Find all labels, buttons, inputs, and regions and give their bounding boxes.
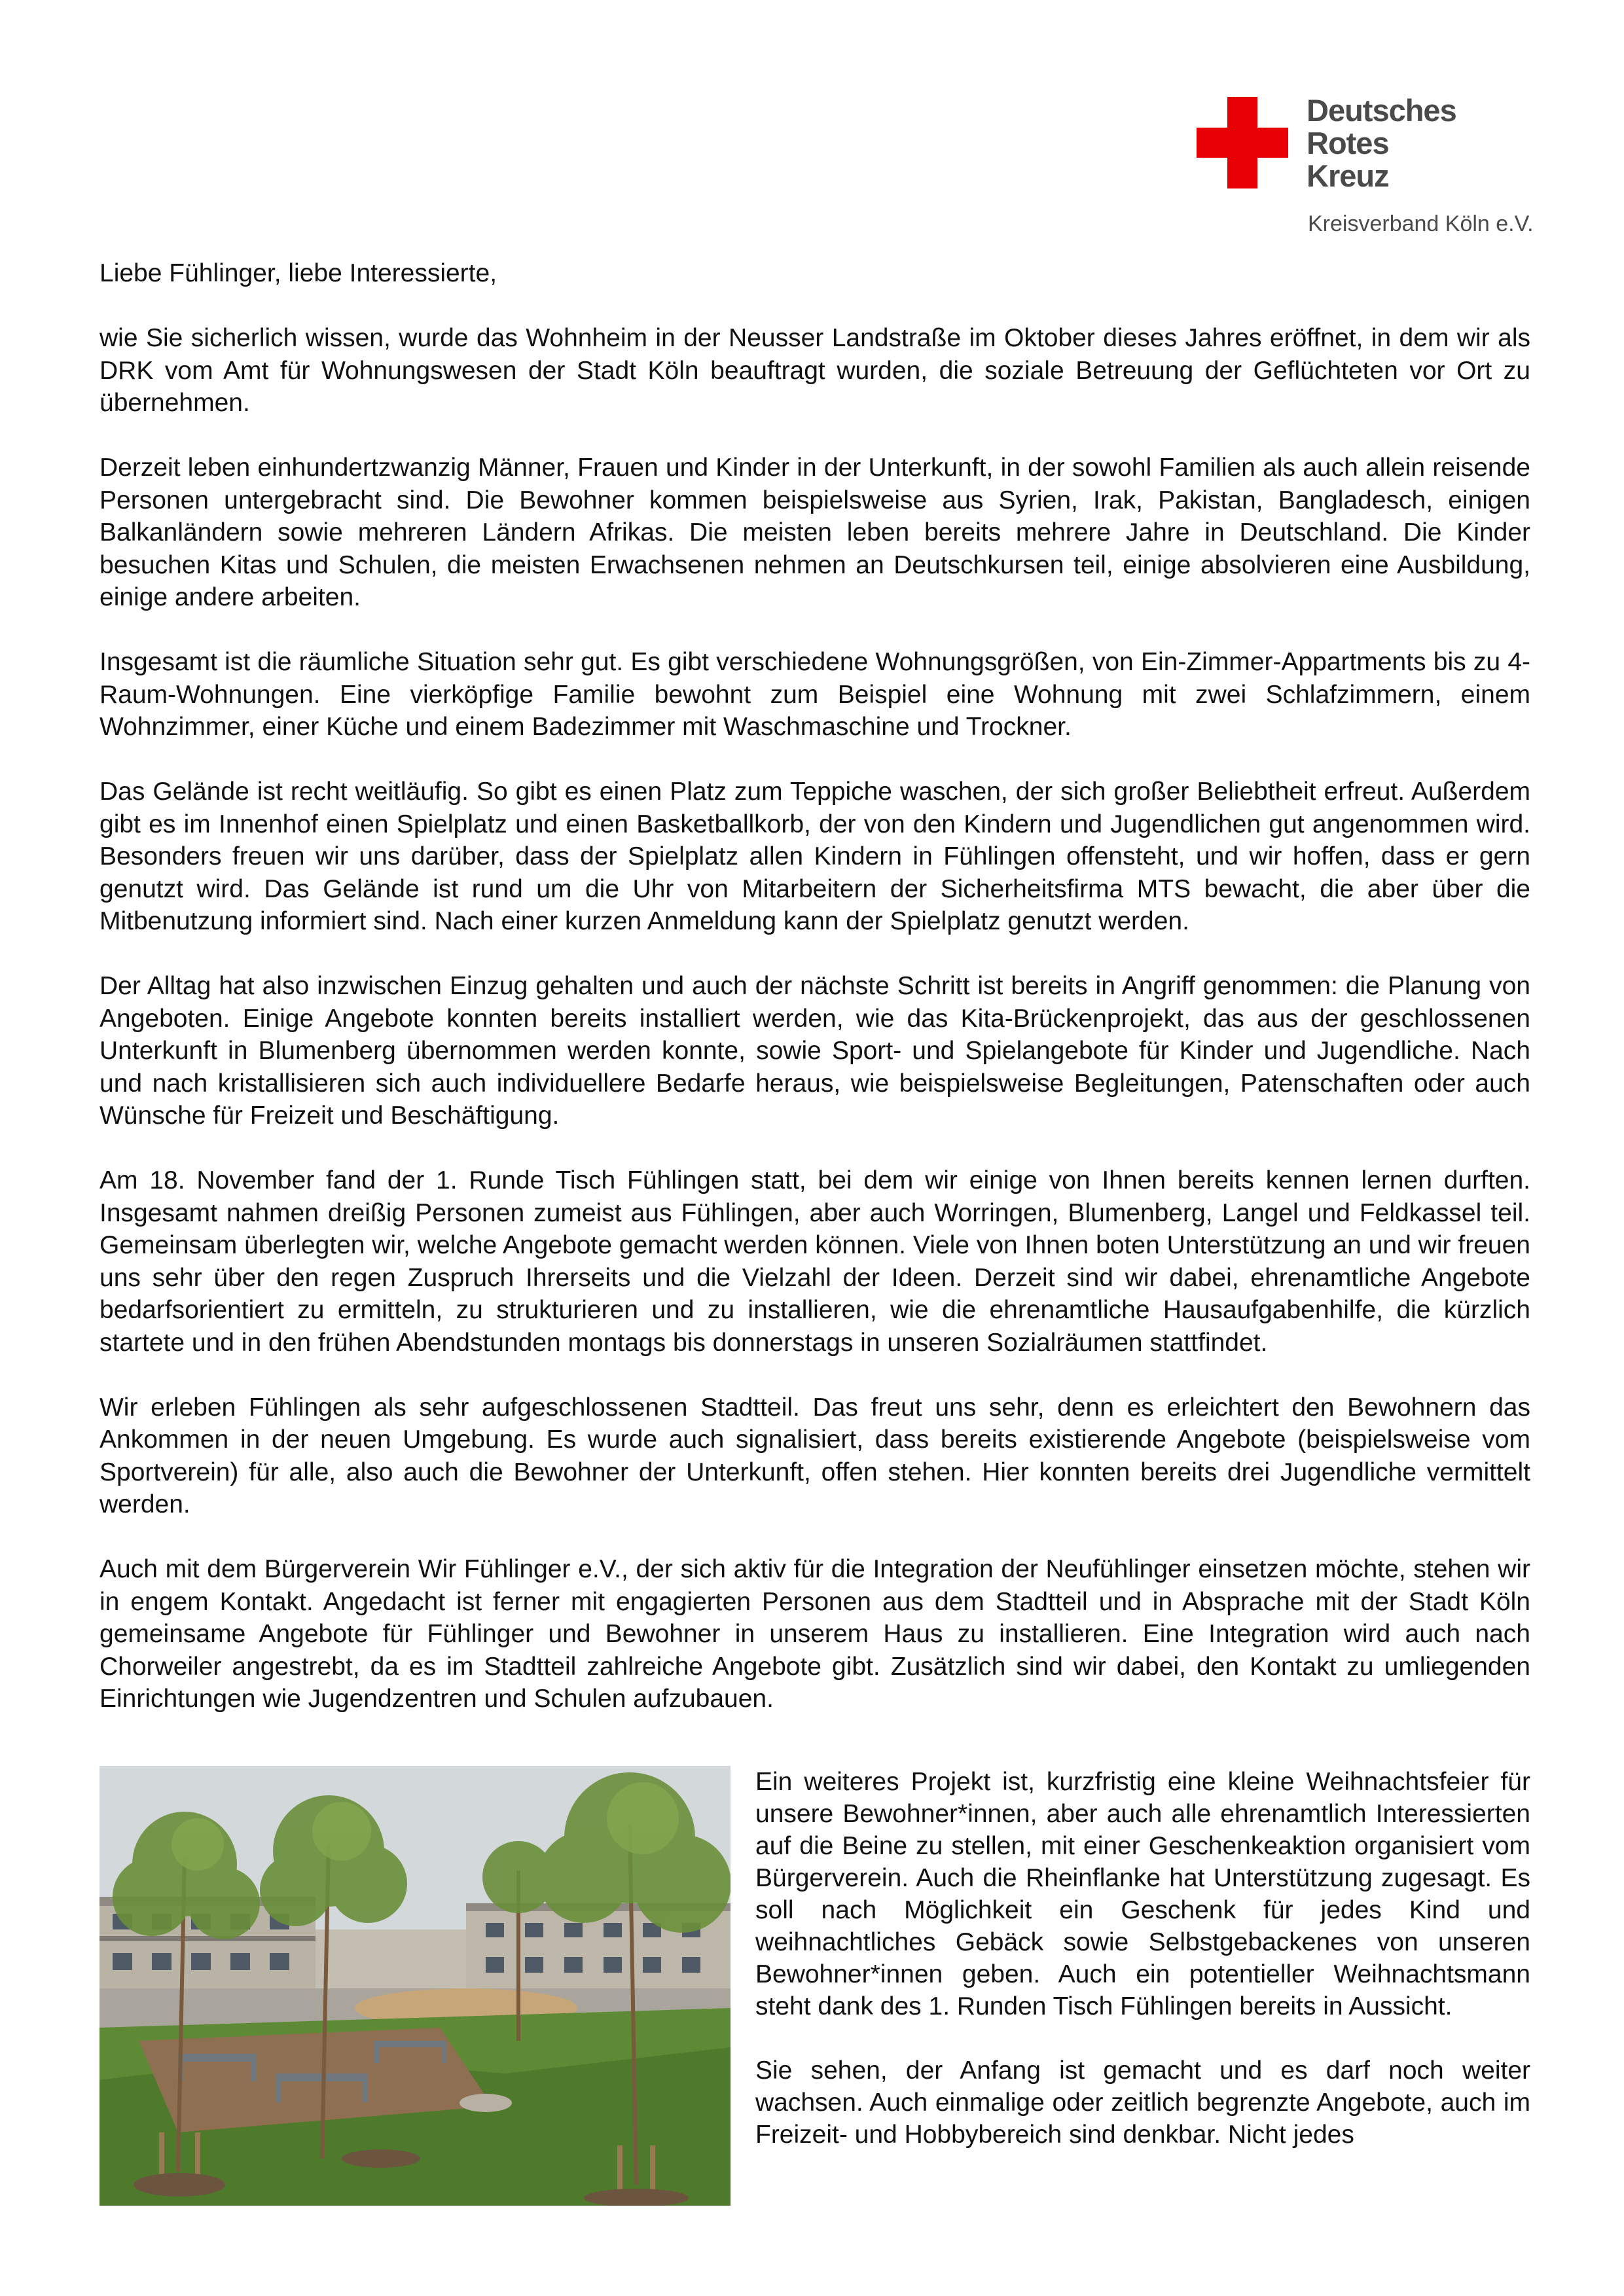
paragraph: Insgesamt ist die räumliche Situation sehr gut. Es gibt verschiedene Wohnungsgrößen, von Ein-Zimmer-Appartments bis zu 4-Raum-Wohnungen. Eine vierköpfige Familie bewohnt zum Beispiel eine Wohnung mit zwei Schlafzimmern, einem Wohnzimmer, einer Küche und einem Badezimmer mit Waschmaschine und Trockner.: [99, 648, 1530, 741]
drk-logo: [1197, 93, 1550, 241]
paragraph: Derzeit leben einhundertzwanzig Männer, Frauen und Kinder in der Unterkunft, in der sowohl Familien als auch allein reisende Personen untergebracht sind. Die Bewohner kommen beispielsweise aus Syrien, Irak, Pakistan, Bangladesch, einigen Balkanländern sowie mehreren Ländern Afrikas. Die meisten leben bereits mehrere Jahre in Deutschland. Die Kinder besuchen Kitas und Schulen, die meisten Erwachsenen nehmen an Deutschkursen teil, einige absolvieren eine Ausbildung, einige andere arbeiten.: [99, 454, 1530, 611]
logo-line-2: Rotes: [1307, 126, 1389, 160]
paragraph: Auch mit dem Bürgerverein Wir Fühlinger e.V., der sich aktiv für die Integration der Neufühlinger einsetzen möchte, stehen wir in engem Kontakt. Angedacht ist ferner mit engagierten Personen aus dem Stadtteil und in Absprache mit der Stadt Köln gemeinsame Angebote für Fühlinger und Bewohner in unserem Haus zu installieren. Eine Integration wird auch nach Chorweiler angestrebt, da es im Stadtteil zahlreiche Angebote gibt. Zusätzlich sind wir dabei, den Kontakt zu umliegenden Einrichtungen wie Jugendzentren und Schulen aufzubauen.: [99, 1555, 1530, 1713]
paragraph: Sie sehen, der Anfang ist gemacht und es darf noch weiter wachsen. Auch einmalige oder zeitlich begrenzte Angebote, auch im Freizeit- und Hobbybereich sind denkbar. Nicht jedes: [755, 2056, 1530, 2149]
logo-subtitle: Kreisverband Köln e.V.: [1308, 211, 1534, 236]
paragraph: Das Gelände ist recht weitläufig. So gibt es einen Platz zum Teppiche waschen, der sich großer Beliebtheit erfreut. Außerdem gibt es im Innenhof einen Spielplatz und einen Basketballkorb, der von den Kindern und Jugendlichen gut angenommen wird. Besonders freuen wir uns darüber, dass der Spielplatz allen Kindern in Fühlingen offensteht, und wir hoffen, dass er gern genutzt wird. Das Gelände ist rund um die Uhr von Mitarbeitern der Sicherheitsfirma MTS bewacht, die aber über die Mitbenutzung informiert sind. Nach einer kurzen Anmeldung kann der Spielplatz genutzt werden.: [99, 778, 1530, 935]
paragraph: Ein weiteres Projekt ist, kurzfristig eine kleine Weihnachtsfeier für unsere Bewohner*innen, aber auch alle ehrenamtlich Interessierten auf die Beine zu stellen, mit einer Geschenkeaktion organisiert vom Bürgerverein. Auch die Rheinflanke hat Unterstützung zugesagt. Es soll nach Möglichkeit ein Geschenk für jedes Kind und weihnachtliches Gebäck sowie Selbstgebackenes von unseren Bewohner*innen geben. Auch ein potentieller Weihnachtsmann steht dank des 1. Runden Tisch Fühlingen bereits in Aussicht.: [755, 1768, 1530, 2020]
side-text: [755, 1766, 1530, 2183]
logo-line-1: Deutsches: [1307, 93, 1456, 128]
paragraph: wie Sie sicherlich wissen, wurde das Wohnheim in der Neusser Landstraße im Oktober dieses Jahres eröffnet, in dem wir als DRK vom Amt für Wohnungswesen der Stadt Köln beauftragt wurden, die soziale Betreuung der Geflüchteten vor Ort zu übernehmen.: [99, 324, 1530, 417]
courtyard-photo: [99, 1766, 731, 2206]
paragraph: Am 18. November fand der 1. Runde Tisch Fühlingen statt, bei dem wir einige von Ihnen bereits kennen lernen durften. Insgesamt nahmen dreißig Personen zumeist aus Fühlingen, aber auch Worringen, Blumenberg, Langel und Feldkassel teil. Gemeinsam überlegten wir, welche Angebote gemacht werden können. Viele von Ihnen boten Unterstützung an und wir freuen uns sehr über den regen Zuspruch Ihrerseits und die Vielzahl der Ideen. Derzeit sind wir dabei, ehrenamtliche Angebote bedarfsorientiert zu ermitteln, zu strukturieren und zu installieren, wie die ehrenamtliche Hausaufgabenhilfe, die kürzlich startete und in den frühen Abendstunden montags bis donnerstags in unseren Sozialräumen stattfindet.: [99, 1166, 1530, 1357]
paragraph: Wir erleben Fühlingen als sehr aufgeschlossenen Stadtteil. Das freut uns sehr, denn es erleichtert den Bewohnern das Ankommen in der neuen Umgebung. Es wurde auch signalisiert, dass bereits existierende Angebote (beispielsweise vom Sportverein) für alle, also auch die Bewohner der Unterkunft, offen stehen. Hier konnten bereits drei Jugendliche vermittelt werden.: [99, 1393, 1530, 1518]
letter-body: [99, 322, 1530, 1715]
logo-wordmark: [1307, 94, 1456, 192]
paragraph: Der Alltag hat also inzwischen Einzug gehalten und auch der nächste Schritt ist bereits in Angriff genommen: die Planung von Angeboten. Einige Angebote konnten bereits installiert werden, wie das Kita-Brückenprojekt, das aus der geschlossenen Unterkunft in Blumenberg übernommen werden konnte, sowie Sport- und Spielangebote für Kinder und Jugendliche. Nach und nach kristallisieren sich auch individuellere Bedarfe heraus, wie beispielsweise Begleitungen, Patenschaften oder auch Wünsche für Freizeit und Beschäftigung.: [99, 972, 1530, 1130]
salutation: Liebe Fühlinger, liebe Interessierte,: [99, 259, 497, 287]
red-cross-icon: [1197, 97, 1288, 188]
logo-line-3: Kreuz: [1307, 158, 1389, 193]
